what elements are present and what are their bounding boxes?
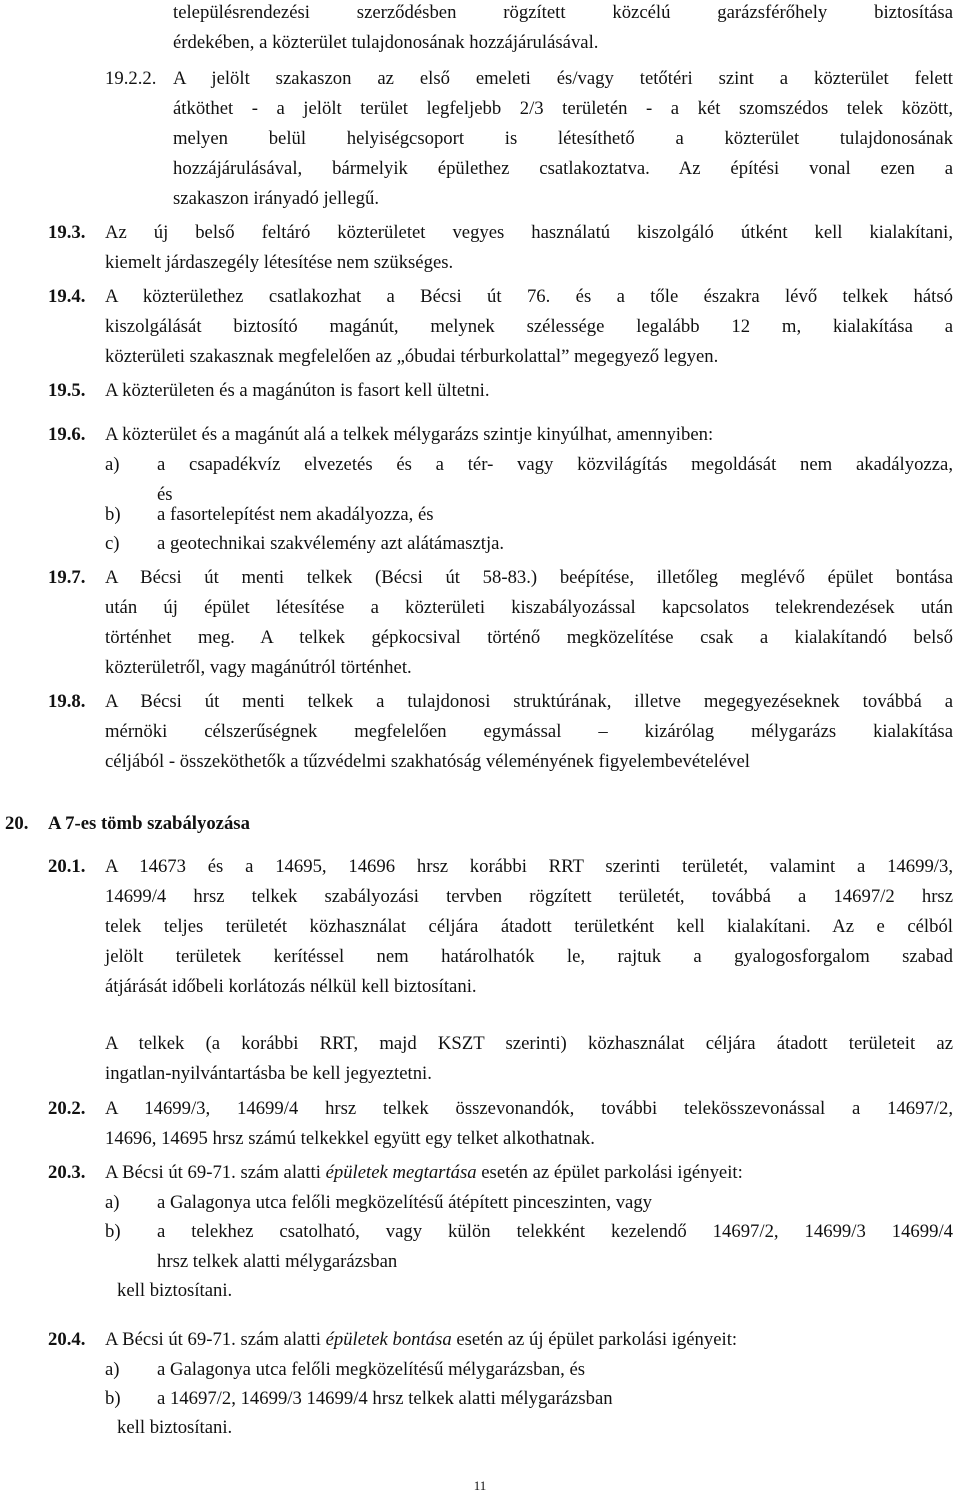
text-line: a fasortelepítést nem akadályozza, és — [157, 504, 434, 525]
paragraph-20-4-closing — [117, 1413, 232, 1443]
section-number-19-5: 19.5. — [48, 380, 86, 401]
text-line: a geotechnikai szakvélemény azt alátámasztja. — [157, 533, 505, 554]
text-line: kell biztosítani. — [117, 1417, 233, 1438]
paragraph-20-1-second — [105, 1029, 953, 1089]
section-number-19-8: 19.8. — [48, 691, 86, 712]
section-number-19-3: 19.3. — [48, 222, 86, 243]
text-line: ingatlan-nyilvántartásba be kell jegyeztetni. — [105, 1063, 432, 1084]
list-marker: b) — [105, 504, 121, 525]
text-line: telek teljes területét közhasználat céljára átadott területként kell kialakítani. Az e célból — [105, 916, 953, 937]
section-number-20-2: 20.2. — [48, 1098, 86, 1119]
text-line: kiemelt járdaszegély létesítése nem szükséges. — [105, 252, 454, 273]
text-line: A közterületen és a magánúton is fasort kell ültetni. — [105, 380, 490, 401]
section-number-19-4: 19.4. — [48, 286, 86, 307]
text-line: közterületi szakasznak megfelelően az „óbudai térburkolattal” megegyező legyen. — [105, 346, 719, 367]
text-line: szakaszon irányadó jellegű. — [173, 188, 380, 209]
paragraph-19-4 — [105, 282, 953, 372]
text-line: jelölt területek kerítéssel nem határolhatók le, rajtuk a gyalogosforgalom szabad — [105, 946, 953, 967]
text-line: A közterülethez csatlakozhat a Bécsi út 76. és a tőle északra lévő telkek hátsó — [105, 286, 953, 307]
section-number-20: 20. — [5, 813, 29, 834]
text-line: 14696, 14695 hrsz számú telkekkel együtt egy telket alkothatnak. — [105, 1128, 595, 1149]
text-line: a telekhez csatolható, vagy külön telekként kezelendő 14697/2, 14699/3 14699/4 — [157, 1221, 953, 1242]
text-line: átjárását időbeli korlátozás nélkül kell biztosítani. — [105, 976, 477, 997]
paragraph-19-2-2 — [173, 64, 953, 214]
paragraph-20-3-intro — [105, 1158, 953, 1188]
list-marker: b) — [105, 1221, 121, 1242]
text-line: melyen belül helyiségcsoport is létesíthető a közterület tulajdonosának — [173, 128, 953, 149]
list-marker: a) — [105, 454, 120, 475]
paragraph-19-8 — [105, 687, 953, 777]
text-line: történhet meg. A telkek gépkocsival történő megközelítése csak a kialakítandó belső — [105, 627, 953, 648]
text-line: mérnöki célszerűségnek megfelelően egymással – kizárólag mélygarázs kialakítása — [105, 721, 953, 742]
page-number: 11 — [473, 1478, 487, 1493]
text-line: a csapadékvíz elvezetés és a tér- vagy közvilágítás megoldását nem akadályozza, — [157, 454, 953, 475]
section-number-19-2-2: 19.2.2. — [105, 68, 157, 89]
text-line: érdekében, a közterület tulajdonosának hozzájárulásával. — [173, 32, 599, 53]
text-line: hrsz telkek alatti mélygarázsban — [157, 1251, 398, 1272]
emphasis-text: épületek bontása — [325, 1329, 452, 1350]
text-line — [105, 1158, 953, 1188]
text-line: A telkek (a korábbi RRT, majd KSZT szerinti) közhasználat céljára átadott területeit az — [105, 1033, 953, 1054]
text-line: A jelölt szakaszon az első emeleti és/vagy tetőtéri szint a közterület felett — [173, 68, 953, 89]
text-line: céljából - összeköthetők a tűzvédelmi szakhatóság véleményének figyelembevételével — [105, 751, 750, 772]
text-line: A 14699/3, 14699/4 hrsz telkek összevonandók, további telekösszevonással a 14697/2, — [105, 1098, 953, 1119]
text-run: esetén az új épület parkolási igényeit: — [451, 1329, 738, 1350]
section-number-19-6: 19.6. — [48, 424, 86, 445]
text-line: kiszolgálását biztosító magánút, melynek szélessége legalább 12 m, kialakítása a — [105, 316, 953, 337]
text-line: A Bécsi út menti telkek (Bécsi út 58-83.) beépítése, illetőleg meglévő épület bontása — [105, 567, 953, 588]
list-marker: a) — [105, 1359, 120, 1380]
text-line: és — [157, 484, 173, 505]
paragraph-19-5 — [105, 376, 953, 406]
text-line: hozzájárulásával, bármelyik épülethez csatlakoztatva. Az építési vonal ezen a — [173, 158, 953, 179]
text-line: településrendezési szerződésben rögzített közcélú garázsférőhely biztosítása — [173, 2, 953, 23]
text-line: 14699/4 hrsz telkek szabályozási tervben rögzített területét, továbbá a 14697/2 hrsz — [105, 886, 953, 907]
text-run: esetén az épület parkolási igényeit: — [476, 1162, 743, 1183]
paragraph-20-1 — [105, 852, 953, 1002]
text-line: Az új belső feltáró közterületet vegyes használatú kiszolgáló útként kell kialakítani, — [105, 222, 953, 243]
paragraph-19-3 — [105, 218, 953, 278]
text-line: kell biztosítani. — [117, 1280, 233, 1301]
section-number-20-1: 20.1. — [48, 856, 86, 877]
text-line: átköthet - a jelölt terület legfeljebb 2/3 területén - a két szomszédos telek között, — [173, 98, 953, 119]
section-number-20-3: 20.3. — [48, 1162, 86, 1183]
list-marker: b) — [105, 1388, 121, 1409]
paragraph-20-3-closing — [117, 1276, 232, 1306]
paragraph-20-2 — [105, 1094, 953, 1154]
emphasis-text: épületek megtartása — [325, 1162, 477, 1183]
paragraph-19-1-continuation — [173, 0, 953, 58]
text-run: A Bécsi út 69-71. szám alatti — [105, 1329, 326, 1350]
text-line: A 14673 és a 14695, 14696 hrsz korábbi RRT szerinti területét, valamint a 14699/3, — [105, 856, 953, 877]
paragraph-19-6-intro — [105, 420, 953, 450]
text-run: A Bécsi út 69-71. szám alatti — [105, 1162, 326, 1183]
text-line: A közterület és a magánút alá a telkek mélygarázs szintje kinyúlhat, amennyiben: — [105, 424, 714, 445]
list-marker: c) — [105, 533, 120, 554]
paragraph-20-4-intro — [105, 1325, 953, 1355]
section-number-20-4: 20.4. — [48, 1329, 86, 1350]
text-line — [105, 1325, 953, 1355]
section-number-19-7: 19.7. — [48, 567, 86, 588]
text-line: közterületről, vagy magánútról történhet. — [105, 657, 412, 678]
text-line: a Galagonya utca felőli megközelítésű mélygarázsban, és — [157, 1359, 586, 1380]
text-line: a Galagonya utca felőli megközelítésű átépített pinceszinten, vagy — [157, 1192, 653, 1213]
list-marker: a) — [105, 1192, 120, 1213]
section-heading-20: A 7-es tömb szabályozása — [48, 813, 250, 834]
paragraph-19-7 — [105, 563, 953, 683]
text-line: A Bécsi út menti telkek a tulajdonosi struktúrának, illetve megegyezéseknek továbbá a — [105, 691, 953, 712]
text-line: a 14697/2, 14699/3 14699/4 hrsz telkek alatti mélygarázsban — [157, 1388, 613, 1409]
text-line: után új épület létesítése a közterületi kiszabályozással kapcsolatos telekrendezések után — [105, 597, 953, 618]
